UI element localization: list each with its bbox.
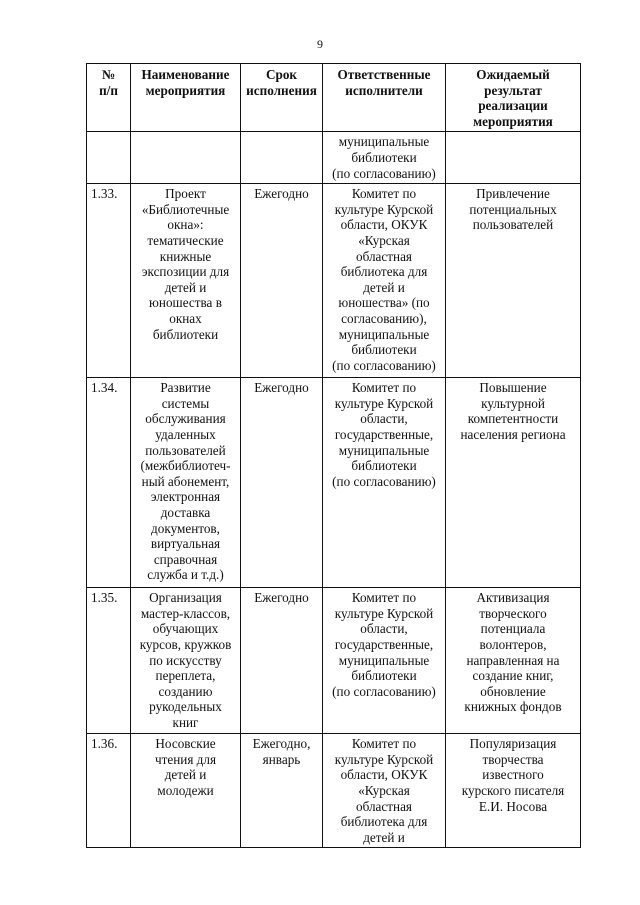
events-table xyxy=(86,63,581,848)
header-number: № п/п xyxy=(87,64,131,132)
cell-deadline: Ежегодно, январь xyxy=(241,734,323,848)
table-row xyxy=(87,132,581,184)
cell-event-name: Носовские чтения для детей и молодежи xyxy=(131,734,241,848)
cell-number: 1.34. xyxy=(87,378,131,588)
cell-deadline: Ежегодно xyxy=(241,184,323,378)
cell-responsible: Комитет по культуре Курской области, ОКУК «Курская областная библиотека для детей и xyxy=(323,734,446,848)
cell-number: 1.36. xyxy=(87,734,131,848)
page-number: 9 xyxy=(317,37,323,51)
header-responsible: Ответственные исполнители xyxy=(323,64,446,132)
cell-expected-result: Активизация творческого потенциала волонтеров, направленная на создание книг, обновление книжных фондов xyxy=(446,588,581,734)
header-event-name: Наименование мероприятия xyxy=(131,64,241,132)
table-header-row xyxy=(87,64,581,132)
cell-number xyxy=(87,132,131,184)
cell-event-name xyxy=(131,132,241,184)
cell-event-name: Развитие системы обслуживания удаленных пользователей (межбиблиотеч- ный абонемент, электронная доставка документов, виртуальная справочная служба и т.д.) xyxy=(131,378,241,588)
table-row xyxy=(87,734,581,848)
cell-event-name: Проект «Библиотечные окна»: тематические книжные экспозиции для детей и юношества в окнах библиотеки xyxy=(131,184,241,378)
cell-event-name: Организация мастер-классов, обучающих курсов, кружков по искусству переплета, созданию рукодельных книг xyxy=(131,588,241,734)
header-expected-result: Ожидаемый результат реализации мероприятия xyxy=(446,64,581,132)
cell-responsible: муниципальные библиотеки (по согласованию) xyxy=(323,132,446,184)
cell-responsible: Комитет по культуре Курской области, ОКУК «Курская областная библиотека для детей и юношества» (по согласованию), муниципальные библиотеки (по согласованию) xyxy=(323,184,446,378)
table-row xyxy=(87,588,581,734)
cell-deadline xyxy=(241,132,323,184)
cell-responsible: Комитет по культуре Курской области, государственные, муниципальные библиотеки (по согласованию) xyxy=(323,588,446,734)
table-row xyxy=(87,184,581,378)
cell-deadline: Ежегодно xyxy=(241,378,323,588)
cell-deadline: Ежегодно xyxy=(241,588,323,734)
cell-number: 1.33. xyxy=(87,184,131,378)
header-deadline: Срок исполнения xyxy=(241,64,323,132)
cell-expected-result: Привлечение потенциальных пользователей xyxy=(446,184,581,378)
cell-expected-result: Повышение культурной компетентности населения региона xyxy=(446,378,581,588)
cell-expected-result xyxy=(446,132,581,184)
cell-expected-result: Популяризация творчества известного курского писателя Е.И. Носова xyxy=(446,734,581,848)
cell-responsible: Комитет по культуре Курской области, государственные, муниципальные библиотеки (по согласованию) xyxy=(323,378,446,588)
cell-number: 1.35. xyxy=(87,588,131,734)
table-row xyxy=(87,378,581,588)
